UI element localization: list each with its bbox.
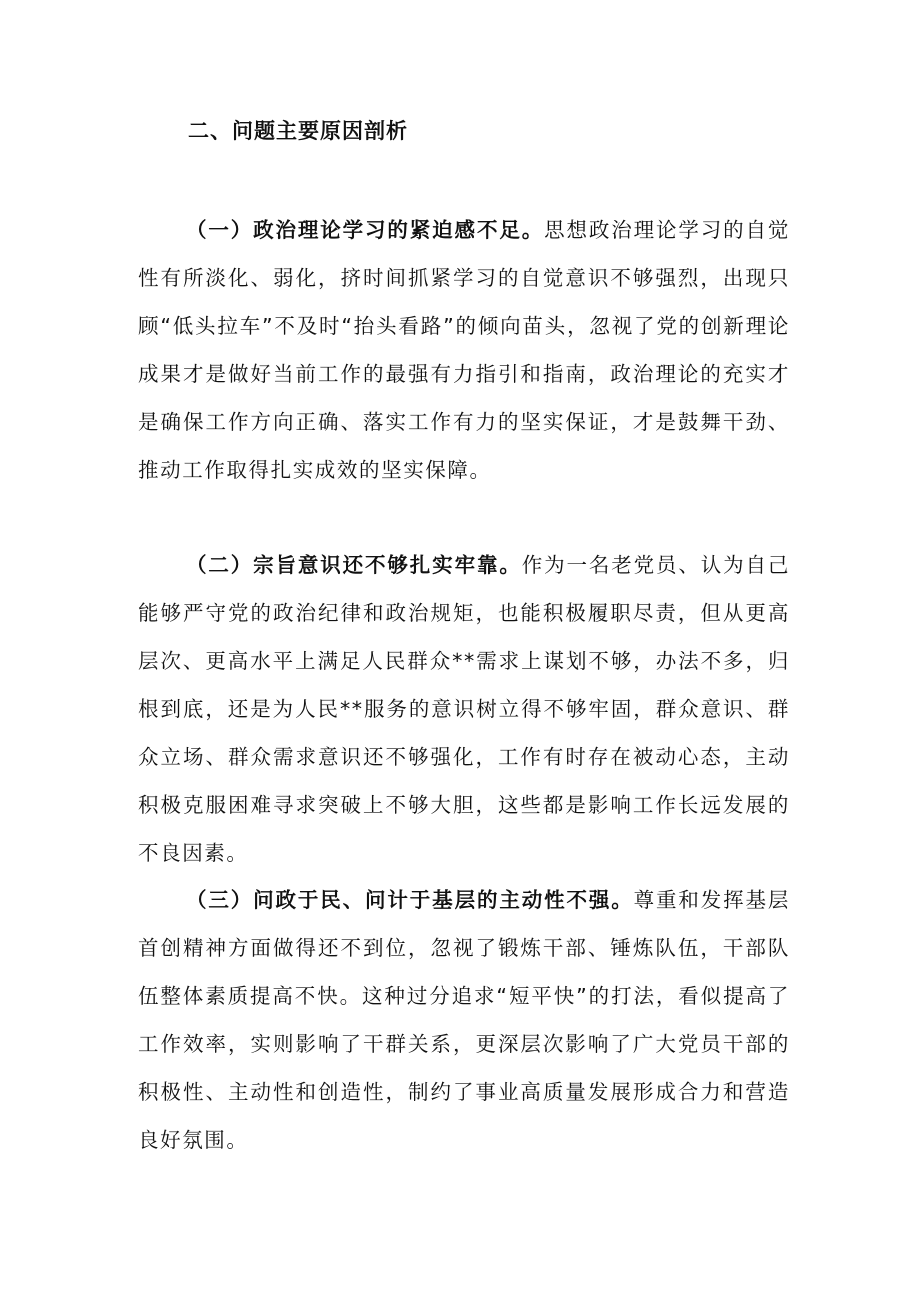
paragraph-3-lead: （三）问政于民、问计于基层的主动性不强。 xyxy=(186,888,634,912)
section-heading: 二、问题主要原因剖析 xyxy=(188,119,408,143)
paragraph-3 xyxy=(138,876,790,1164)
paragraph-1 xyxy=(138,206,790,494)
paragraph-2 xyxy=(138,541,790,877)
paragraph-1-body: 思想政治理论学习的自觉性有所淡化、弱化，挤时间抓紧学习的自觉意识不够强烈，出现只顾“低头拉车”不及时“抬头看路”的倾向苗头，忽视了党的创新理论成果才是做好当前工作的最强有力指引和指南，政治理论的充实才是确保工作方向正确、落实工作有力的坚实保证，才是鼓舞干劲、推动工作取得扎实成效的坚实保障。 xyxy=(138,218,790,482)
paragraph-1-lead: （一）政治理论学习的紧迫感不足。 xyxy=(186,218,545,242)
paragraph-3-body: 尊重和发挥基层首创精神方面做得还不到位，忽视了锻炼干部、锤炼队伍，干部队伍整体素质提高不快。这种过分追求“短平快”的打法，看似提高了工作效率，实则影响了干群关系，更深层次影响了广大党员干部的积极性、主动性和创造性，制约了事业高质量发展形成合力和营造良好氛围。 xyxy=(138,888,791,1152)
paragraph-2-lead: （二）宗旨意识还不够扎实牢靠。 xyxy=(186,553,522,577)
paragraph-2-body: 作为一名老党员、认为自己能够严守党的政治纪律和政治规矩，也能积极履职尽责，但从更高层次、更高水平上满足人民群众**需求上谋划不够，办法不多，归根到底，还是为人民**服务的意识树立得不够牢固，群众意识、群众立场、群众需求意识还不够强化，工作有时存在被动心态，主动积极克服困难寻求突破上不够大胆，这些都是影响工作长远发展的不良因素。 xyxy=(138,553,791,865)
